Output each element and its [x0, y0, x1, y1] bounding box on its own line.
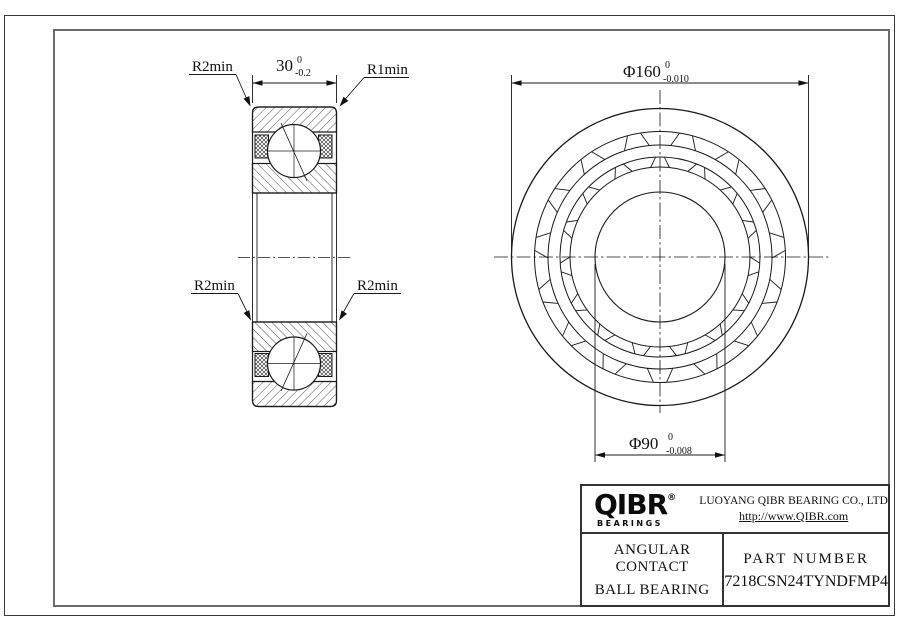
- cage-pocket-slot: [589, 187, 600, 190]
- cage-pocket-slot: [561, 272, 572, 276]
- cage-pocket-slot: [763, 200, 772, 212]
- cage-pocket-slot: [762, 302, 777, 303]
- cage-pocket-slot: [750, 189, 765, 191]
- label-r2min-bottom-left: R2min: [194, 278, 235, 294]
- cross-section-bottom: [253, 322, 337, 407]
- cage-pocket-slot: [705, 335, 715, 341]
- cage-pocket-slot: [583, 193, 587, 204]
- cage-pocket-slot: [592, 152, 605, 160]
- cage-pocket-slot: [669, 347, 676, 356]
- cross-section-top: [253, 107, 337, 193]
- part-number-label: PART NUMBER: [743, 550, 870, 567]
- logo-subtext: BEARINGS: [597, 518, 663, 528]
- cage-pocket-slot: [742, 294, 749, 304]
- cage-pocket-slot: [647, 368, 653, 382]
- width-dim-tol-lower: -0.2: [295, 68, 311, 79]
- leader-r2min-top-left: [189, 59, 253, 108]
- cage-pocket-slot: [576, 310, 588, 311]
- leader-r2min-bottom-left: [191, 278, 254, 322]
- arrowhead: [595, 452, 605, 458]
- cage-pocket-slot: [750, 257, 760, 263]
- cage-section-left: [255, 135, 269, 158]
- company-logo: [582, 487, 699, 528]
- cage-pocket-slot: [715, 152, 728, 160]
- leader-r1min-top-right: [337, 62, 409, 109]
- cage-pocket-slot: [543, 302, 558, 303]
- cage-pocket-slot: [734, 341, 749, 346]
- width-dim-tol-upper: 0: [297, 55, 302, 66]
- cage-pocket-slot: [615, 364, 626, 374]
- label-r2min-bottom-right: R2min: [357, 278, 398, 294]
- cage-pocket-slot: [748, 230, 756, 238]
- front-view: [494, 60, 830, 462]
- website-url: http://www.QIBR.com: [739, 508, 849, 523]
- cage-pocket-slot: [640, 133, 649, 146]
- company-name: LUOYANG QIBR BEARING CO., LTD: [699, 494, 888, 507]
- cage-pocket-slot: [693, 136, 696, 151]
- part-number-value: 7218CSN24TYNDFMP4: [724, 572, 888, 590]
- cage-pocket-slot: [688, 164, 697, 171]
- cage-pocket-slot: [742, 220, 754, 222]
- cage-pocket-slot: [769, 233, 784, 238]
- cage-pocket-slot: [733, 193, 737, 204]
- cage-pocket-slot: [625, 136, 628, 151]
- cage-pocket-slot: [566, 220, 578, 222]
- cage-pocket-slot: [536, 233, 551, 238]
- product-name-line1: ANGULAR CONTACT: [613, 542, 691, 575]
- company-info: [699, 495, 888, 523]
- arrowhead: [799, 80, 809, 86]
- arrowhead: [327, 80, 337, 86]
- cage-pocket-slot: [694, 364, 705, 374]
- title-block-header-row: [582, 486, 888, 534]
- cage-pocket-slot: [563, 322, 569, 336]
- title-block: [580, 484, 890, 607]
- cage-pocket-slot: [770, 279, 781, 289]
- arrowhead: [715, 452, 725, 458]
- cage-pocket-slot: [560, 257, 570, 263]
- bore-dim-tol-lower: -0.008: [666, 446, 692, 457]
- cage-pocket-slot: [671, 133, 680, 146]
- cage-pocket-slot: [651, 157, 656, 167]
- cage-pocket-slot: [581, 160, 584, 175]
- cage-pocket-slot: [733, 310, 745, 311]
- cage-pocket-slot: [598, 324, 600, 335]
- cage-pocket-slot: [644, 347, 651, 356]
- cage-pocket-slot: [571, 294, 578, 304]
- leader-arrowhead: [336, 310, 347, 322]
- cage-section-left: [255, 354, 269, 377]
- registered-trademark-icon: ®: [667, 492, 677, 503]
- arrowhead: [253, 80, 263, 86]
- cage-pocket-slot: [664, 157, 669, 167]
- cage-pocket-slot: [736, 160, 739, 175]
- cage-pocket-slot: [748, 272, 759, 276]
- od-dim-tol-upper: 0: [665, 60, 670, 71]
- cage-pocket-slot: [564, 230, 572, 238]
- cage-pocket-slot: [667, 368, 673, 382]
- logo-text: QIBR: [594, 487, 668, 521]
- title-block-bottom-row: [582, 534, 888, 607]
- label-r1min-top-right: R1min: [367, 62, 408, 78]
- arrowhead: [512, 80, 522, 86]
- cage-pocket-slot: [685, 343, 688, 354]
- part-number-cell: [724, 534, 888, 607]
- leader-arrowhead: [244, 96, 254, 108]
- width-dim-value: 30: [276, 56, 293, 75]
- cage-pocket-slot: [605, 335, 615, 341]
- product-name-line2: BALL BEARING: [594, 582, 710, 598]
- od-dim-tol-lower: -0.010: [663, 74, 689, 85]
- width-dimension: [253, 75, 337, 103]
- od-dim-value: Φ160: [623, 62, 661, 81]
- cage-pocket-slot: [720, 324, 722, 335]
- leader-arrowhead: [337, 97, 348, 109]
- cage-pocket-slot: [539, 279, 550, 289]
- bore-dim-tol-upper: 0: [668, 432, 673, 443]
- leader-r2min-bottom-right: [336, 278, 401, 322]
- label-r2min-top-left: R2min: [192, 59, 233, 75]
- cage-pocket-slot: [555, 189, 570, 191]
- product-name-cell: [582, 534, 724, 607]
- cage-pocket-slot: [751, 322, 757, 336]
- bore-dim-value: Φ90: [629, 434, 659, 453]
- cross-section-view: [189, 55, 409, 407]
- cage-pocket-slot: [571, 341, 586, 346]
- cage-pocket-slot: [632, 343, 635, 354]
- cage-pocket-slot: [720, 187, 731, 190]
- cage-pocket-slot: [623, 164, 632, 171]
- cage-pocket-slot: [548, 200, 557, 212]
